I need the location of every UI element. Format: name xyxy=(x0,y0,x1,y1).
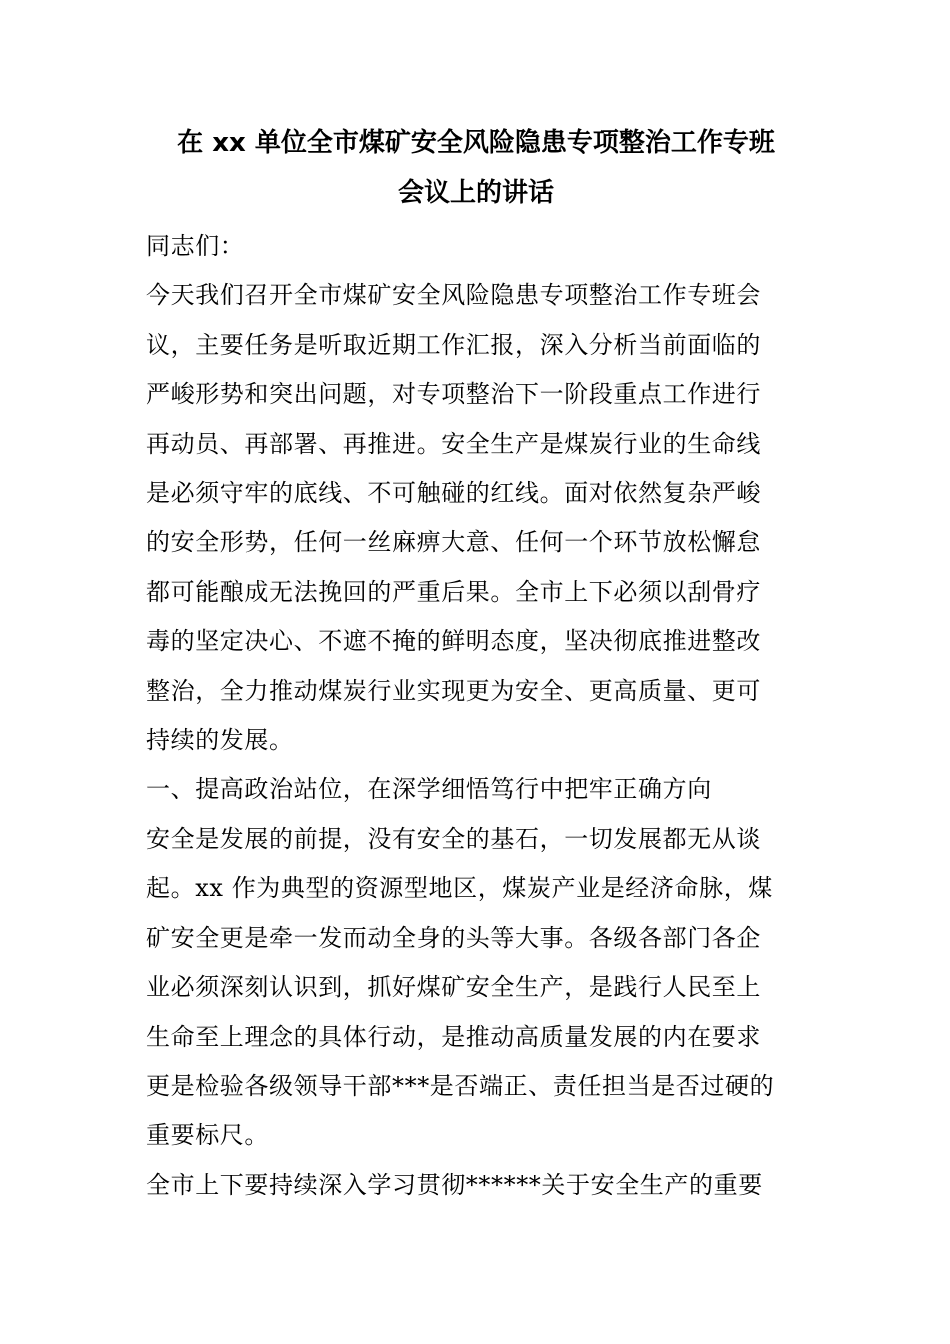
section1-paragraph-1 xyxy=(146,815,806,1161)
paragraph-line: 安全是发展的前提，没有安全的基石，一切发展都无从谈 xyxy=(146,824,761,853)
paragraph-line: 再动员、再部署、再推进。安全生产是煤炭行业的生命线 xyxy=(146,429,761,458)
section-heading-1: 一、提高政治站位，在深学细悟笃行中把牢正确方向 xyxy=(146,775,712,804)
greeting: 同志们： xyxy=(146,232,245,260)
paragraph-line: 都可能酿成无法挽回的严重后果。全市上下必须以刮骨疗 xyxy=(146,577,761,606)
document-title xyxy=(146,118,806,218)
paragraph-line: 严峻形势和突出问题，对专项整治下一阶段重点工作进行 xyxy=(146,380,761,409)
paragraph-line: 整治，全力推动煤炭行业实现更为安全、更高质量、更可 xyxy=(146,676,761,705)
title-line-1: 在 xx 单位全市煤矿安全风险隐患专项整治工作专班 xyxy=(177,128,775,158)
paragraph-line: 的安全形势，任何一丝麻痹大意、任何一个环节放松懈怠 xyxy=(146,528,761,557)
title-line-2: 会议上的讲话 xyxy=(397,178,554,208)
paragraph-line: 是必须守牢的底线、不可触碰的红线。面对依然复杂严峻 xyxy=(146,479,761,508)
paragraph-line: 重要标尺。 xyxy=(146,1121,269,1150)
paragraph-line: 生命至上理念的具体行动，是推动高质量发展的内在要求 xyxy=(146,1022,761,1051)
paragraph-line: 毒的坚定决心、不遮不掩的鲜明态度，坚决彻底推进整改 xyxy=(146,627,761,656)
paragraph-line: 业必须深刻认识到，抓好煤矿安全生产，是践行人民至上 xyxy=(146,973,761,1002)
paragraph-line: 议，主要任务是听取近期工作汇报，深入分析当前面临的 xyxy=(146,330,761,359)
intro-paragraph xyxy=(146,271,806,765)
paragraph-line: 矿安全更是牵一发而动全身的头等大事。各级各部门各企 xyxy=(146,923,761,952)
paragraph-line: 起。xx 作为典型的资源型地区，煤炭产业是经济命脉，煤 xyxy=(146,874,773,903)
paragraph-line: 更是检验各级领导干部***是否端正、责任担当是否过硬的 xyxy=(146,1071,775,1100)
paragraph-line: 今天我们召开全市煤矿安全风险隐患专项整治工作专班会 xyxy=(146,281,761,310)
document-page xyxy=(146,118,806,1210)
paragraph-line: 全市上下要持续深入学习贯彻******关于安全生产的重要 xyxy=(146,1170,763,1199)
section1-paragraph-2 xyxy=(146,1161,806,1210)
paragraph-line: 持续的发展。 xyxy=(146,726,294,755)
